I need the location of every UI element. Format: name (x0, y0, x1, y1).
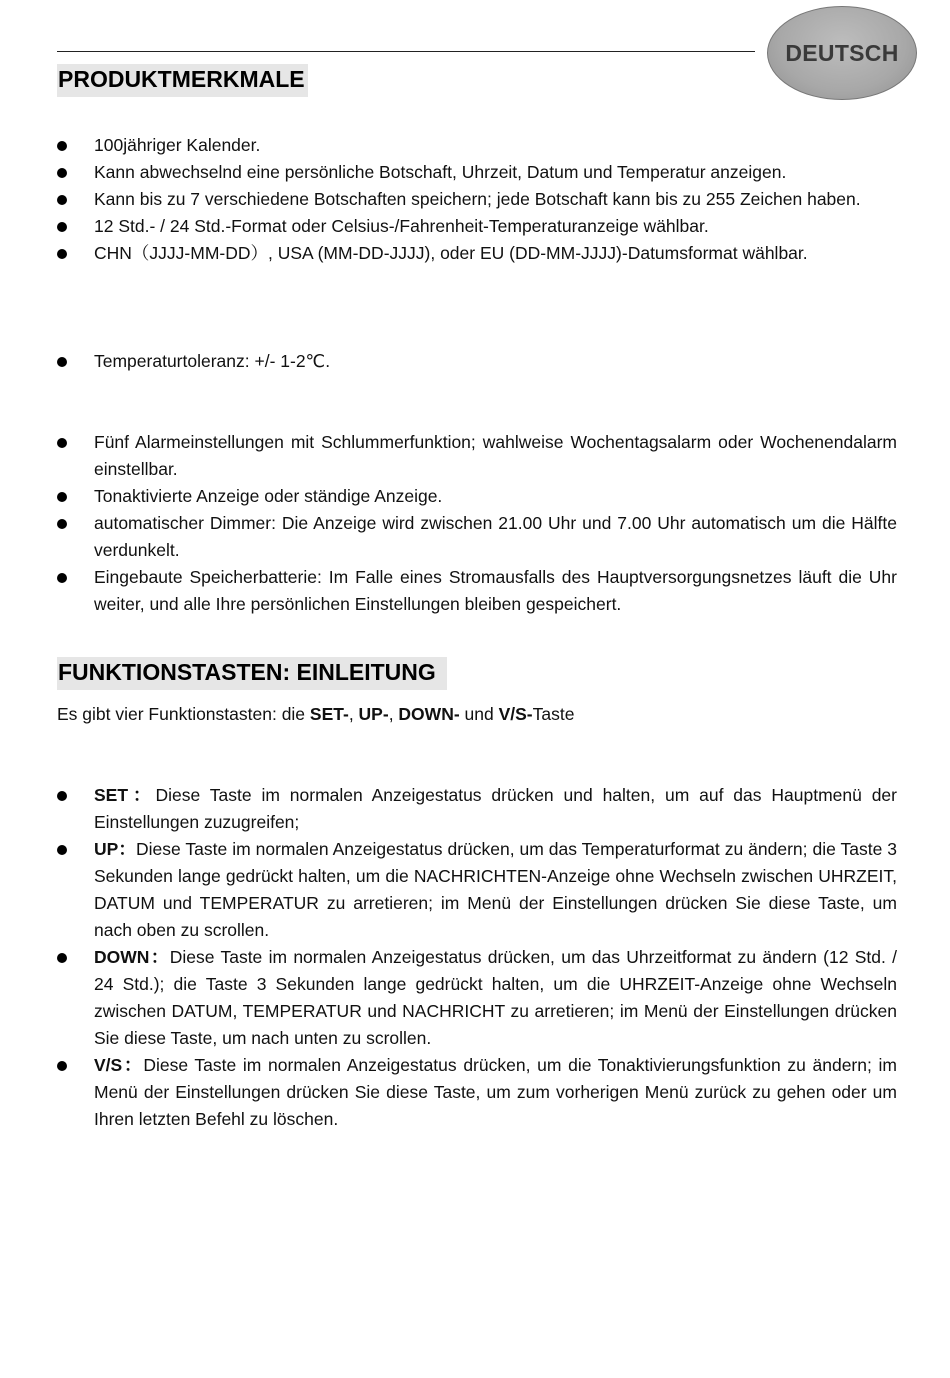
key-text: Diese Taste im normalen Anzeigestatus drücken, um das Uhrzeitformat zu ändern (12 Std. / 24 Std.); die Taste 3 Sekunden lange gedrückt halten, um die UHRZEIT-Anzeige ohne Wechseln zwischen DATUM, TEMPERATUR und NACHRICHT zu arretieren; im Menü der Einstellungen drücken Sie diese Taste, um nach unten zu scrollen. (94, 947, 897, 1048)
language-badge (767, 6, 917, 100)
list-item-text: CHN（JJJJ-MM-DD）, USA (MM-DD-JJJJ), oder EU (DD-MM-JJJJ)-Datumsformat wählbar. (94, 243, 808, 263)
list-item-text: 12 Std.- / 24 Std.-Format oder Celsius-/Fahrenheit-Temperaturanzeige wählbar. (94, 216, 709, 236)
intro-text: Es gibt vier Funktionstasten: die (57, 704, 310, 724)
bullet-icon (57, 168, 67, 178)
list-item-text: automatischer Dimmer: Die Anzeige wird zwischen 21.00 Uhr und 7.00 Uhr automatisch um die Hälfte verdunkelt. (94, 513, 897, 560)
intro-separator: und (459, 704, 499, 724)
key-text: Diese Taste im normalen Anzeigestatus drücken, um die Tonaktivierungsfunktion zu ändern; im Menü der Einstellungen drücken Sie diese Taste, um zum vorherigen Menü zurück zu gehen oder um Ihren letzten Befehl zu löschen. (94, 1055, 897, 1129)
section-title-function-keys: FUNKTIONSTASTEN: EINLEITUNG (57, 657, 447, 690)
bullet-icon (57, 222, 67, 232)
bullet-icon (57, 519, 67, 529)
intro-suffix: Taste (532, 704, 575, 724)
bullet-icon (57, 845, 67, 855)
key-label: V/S： (94, 1055, 144, 1075)
feature-list-3 (57, 429, 897, 618)
key-label: DOWN： (94, 947, 170, 967)
list-item (57, 159, 897, 186)
key-description-down (57, 944, 897, 1052)
list-item (57, 564, 897, 618)
list-item (57, 483, 897, 510)
key-description-vs (57, 1052, 897, 1133)
key-text: Diese Taste im normalen Anzeigestatus drücken, um das Temperaturformat zu ändern; die Taste 3 Sekunden lange gedrückt halten, um die NACHRICHTEN-Anzeige ohne Wechseln zwischen UHRZEIT, DATUM und TEMPERATUR zu arretieren; im Menü der Einstellungen drücken Sie diese Taste, um nach oben zu scrollen. (94, 839, 898, 940)
list-item-text: Kann bis zu 7 verschiedene Botschaften speichern; jede Botschaft kann bis zu 255 Zeichen haben. (94, 189, 861, 209)
section-title-product-features: PRODUKTMERKMALE (57, 64, 308, 97)
list-item-text: Kann abwechselnd eine persönliche Botschaft, Uhrzeit, Datum und Temperatur anzeigen. (94, 162, 787, 182)
bullet-icon (57, 573, 67, 583)
list-item (57, 348, 897, 375)
intro-separator: , (348, 704, 359, 724)
key-name-vs: V/S- (498, 704, 533, 724)
function-keys-intro (57, 701, 574, 728)
key-description-set (57, 782, 897, 836)
bullet-icon (57, 1061, 67, 1071)
function-key-list (57, 782, 897, 1133)
list-item-text: Fünf Alarmeinstellungen mit Schlummerfunktion; wahlweise Wochentagsalarm oder Wochenendalarm einstellbar. (94, 432, 897, 479)
key-label: SET： (94, 785, 156, 805)
bullet-icon (57, 357, 67, 367)
list-item-text: Eingebaute Speicherbatterie: Im Falle eines Stromausfalls des Hauptversorgungsnetzes läuft die Uhr weiter, und alle Ihre persönlichen Einstellungen bleiben gespeichert. (94, 567, 897, 614)
language-badge-label: DEUTSCH (785, 39, 899, 66)
list-item-text: 100jähriger Kalender. (94, 135, 261, 155)
list-item (57, 429, 897, 483)
bullet-icon (57, 438, 67, 448)
bullet-icon (57, 141, 67, 151)
key-name-set: SET- (309, 704, 349, 724)
intro-separator: , (388, 704, 399, 724)
key-name-down: DOWN- (398, 704, 460, 724)
list-item (57, 186, 897, 213)
bullet-icon (57, 791, 67, 801)
list-item (57, 132, 897, 159)
key-description-up (57, 836, 897, 944)
bullet-icon (57, 195, 67, 205)
key-label: UP： (94, 839, 137, 859)
feature-list-2 (57, 348, 897, 375)
key-name-up: UP- (358, 704, 389, 724)
list-item (57, 240, 897, 267)
header-rule (57, 51, 755, 52)
feature-list-1 (57, 132, 897, 267)
bullet-icon (57, 492, 67, 502)
bullet-icon (57, 249, 67, 259)
list-item-text: Temperaturtoleranz: +/- 1-2℃. (94, 351, 331, 371)
list-item-text: Tonaktivierte Anzeige oder ständige Anzeige. (94, 486, 443, 506)
list-item (57, 510, 897, 564)
bullet-icon (57, 953, 67, 963)
list-item (57, 213, 897, 240)
key-text: Diese Taste im normalen Anzeigestatus drücken und halten, um auf das Hauptmenü der Einstellungen zuzugreifen; (94, 785, 897, 832)
